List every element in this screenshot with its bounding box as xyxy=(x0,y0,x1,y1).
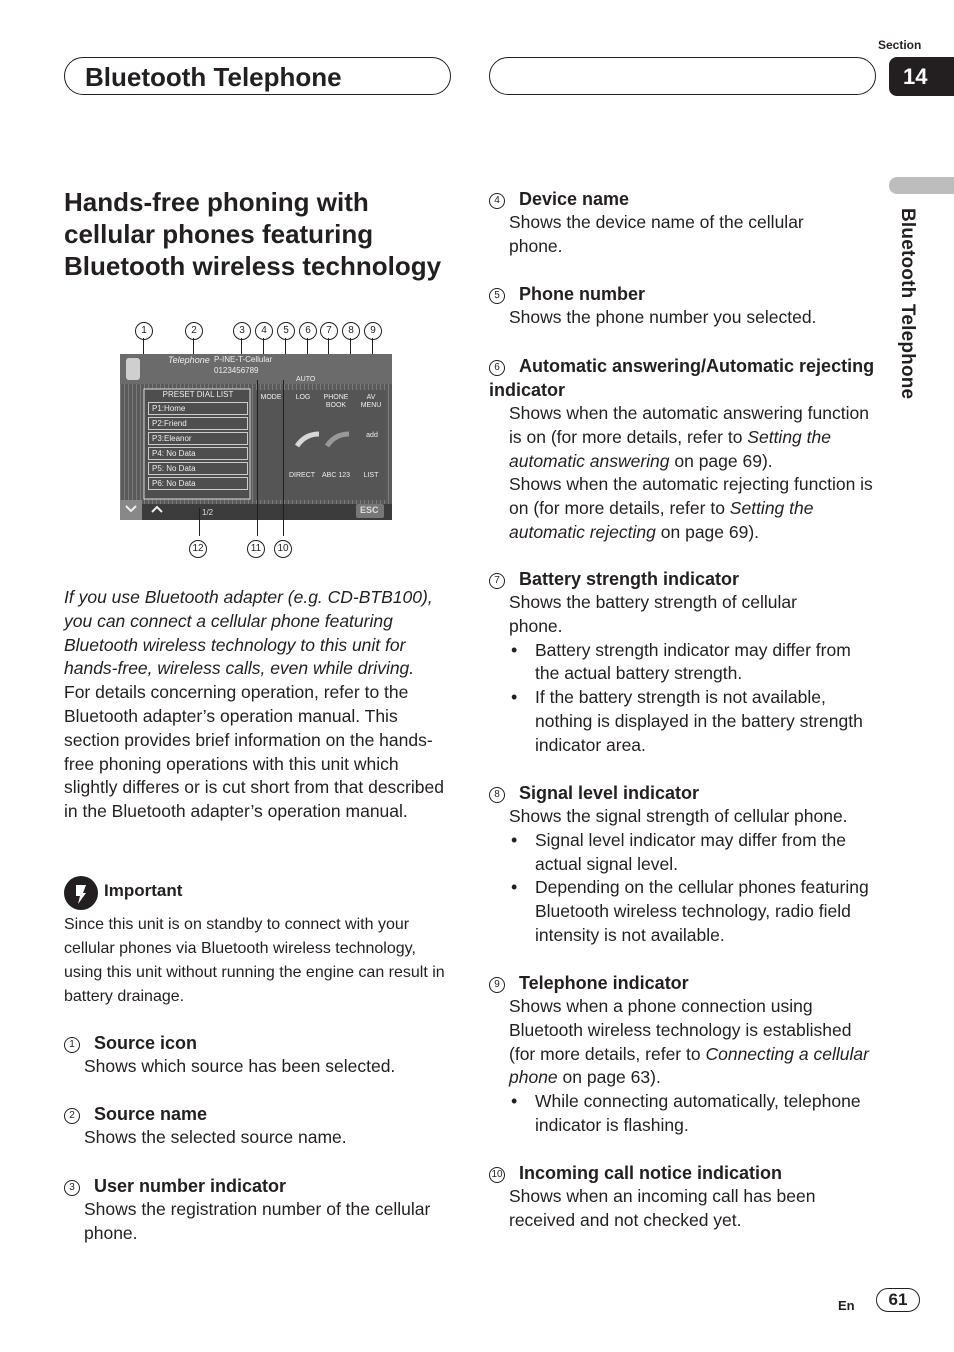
screen-button-abc[interactable]: ABC 123 xyxy=(321,472,351,479)
screen-button-add[interactable]: add xyxy=(366,432,378,439)
callout-8: 8 xyxy=(342,318,360,340)
important-icon xyxy=(64,876,98,910)
preset-list-item[interactable]: P2:Friend xyxy=(148,417,248,430)
callout-10: 10 xyxy=(274,536,292,558)
screen-auto-indicator: AUTO xyxy=(296,376,316,383)
item-incoming-call: 10 Incoming call notice indication Shows when an incoming call has been received and not checked yet. xyxy=(489,1161,877,1233)
item-telephone-indicator: 9 Telephone indicator Shows when a phone connection using Bluetooth wireless technology is established (for more details, refer to Connecting a cellular phone on page 63). • While connecting automatically, telephone indicator is flashing. xyxy=(489,971,877,1138)
preset-list-item[interactable]: P3:Eleanor xyxy=(148,432,248,445)
screen-figure xyxy=(120,354,392,520)
screen-phone-number: 0123456789 xyxy=(214,366,259,375)
callout-12: 12 xyxy=(189,536,207,558)
page-number: 61 xyxy=(876,1288,920,1312)
callout-3: 3 xyxy=(233,318,251,340)
screen-button-av-menu[interactable]: AV MENU xyxy=(360,394,382,409)
item-auto-answer: 6 Automatic answering/Automatic rejecting indicator Shows when the automatic answering function is on (for more details, refer to Setting the automatic answering on page 69). Shows when the automatic rejecting function is on (for more details, refer to Setting the automatic rejecting on page 69). xyxy=(489,356,875,542)
item-device-name: 4 Device name Shows the device name of the cellular phone. xyxy=(489,187,877,259)
intro-block xyxy=(64,586,454,824)
item-signal-level: 8 Signal level indicator Shows the signal strength of cellular phone. • Signal level indicator may differ from the actual signal level. • Depending on the cellular phones featuring Bluetooth wireless technology, radio field intensity is not available. xyxy=(489,781,877,948)
callout-5: 5 xyxy=(277,318,295,340)
section-label: Section xyxy=(878,38,922,52)
callout-6: 6 xyxy=(299,318,317,340)
callout-4: 4 xyxy=(255,318,273,340)
chapter-header xyxy=(64,57,451,95)
preset-list-title: PRESET DIAL LIST xyxy=(162,390,234,399)
screen-esc-button[interactable]: ESC xyxy=(360,505,379,515)
screen-button-direct[interactable]: DIRECT xyxy=(288,472,316,479)
item-source-icon: 1 Source icon Shows which source has been selected. xyxy=(64,1031,454,1079)
header-empty-pill xyxy=(489,57,876,95)
preset-list-item[interactable]: P6: No Data xyxy=(148,477,248,490)
section-number: 14 xyxy=(889,57,954,96)
chapter-title: Bluetooth Telephone xyxy=(85,62,342,92)
item-user-number: 3 User number indicator Shows the registration number of the cellular phone. xyxy=(64,1174,454,1246)
page-heading: Hands-free phoning with cellular phones featuring Bluetooth wireless technology xyxy=(64,187,442,281)
preset-dial-list xyxy=(148,390,248,492)
screen-button-list[interactable]: LIST xyxy=(363,472,379,479)
screen-source-name: Telephone xyxy=(168,355,210,365)
callout-7: 7 xyxy=(320,318,338,340)
screen-button-phone-book[interactable]: PHONE BOOK xyxy=(323,394,349,409)
item-battery-strength: 7 Battery strength indicator Shows the battery strength of cellular phone. • Battery strength indicator may differ from the actual battery strength. • If the battery strength is not available, nothing is displayed in the battery strength indicator area. xyxy=(489,567,877,758)
footer-language: En xyxy=(838,1298,855,1313)
callout-9: 9 xyxy=(364,318,382,340)
preset-list-item[interactable]: P1:Home xyxy=(148,402,248,415)
screen-page-indicator: 1/2 xyxy=(202,508,214,517)
important-text: Since this unit is on standby to connect with your cellular phones via Bluetooth wireless technology, using this unit without running the engine can result in battery drainage. xyxy=(64,916,445,1005)
callout-2: 2 xyxy=(185,318,203,340)
intro-italic: If you use Bluetooth adapter (e.g. CD-BTB100), you can connect a cellular phone featuring Bluetooth wireless technology to this unit for hands-free, wireless calls, even while driving. xyxy=(64,587,433,679)
screen-device-name: P-INE-T-Cellular xyxy=(214,355,273,364)
intro-body: For details concerning operation, refer to the Bluetooth adapter’s operation manual. This section provides brief information on the hands-free phoning operations with this unit which slightly differes or is cut short from that described in the Bluetooth adapter’s operation manual. xyxy=(64,682,444,822)
item-phone-number: 5 Phone number Shows the phone number you selected. xyxy=(489,282,877,330)
preset-list-item[interactable]: P5: No Data xyxy=(148,462,248,475)
item-source-name: 2 Source name Shows the selected source name. xyxy=(64,1102,454,1150)
screen-button-mode[interactable]: MODE xyxy=(260,394,282,401)
callout-1: 1 xyxy=(135,318,153,340)
side-tab-label: Bluetooth Telephone xyxy=(897,208,918,400)
callout-11: 11 xyxy=(247,536,265,558)
side-tab-marker xyxy=(889,177,954,194)
screen-button-log[interactable]: LOG xyxy=(295,394,311,401)
preset-list-item[interactable]: P4: No Data xyxy=(148,447,248,460)
important-label: Important xyxy=(104,881,183,900)
source-icon xyxy=(126,358,140,380)
